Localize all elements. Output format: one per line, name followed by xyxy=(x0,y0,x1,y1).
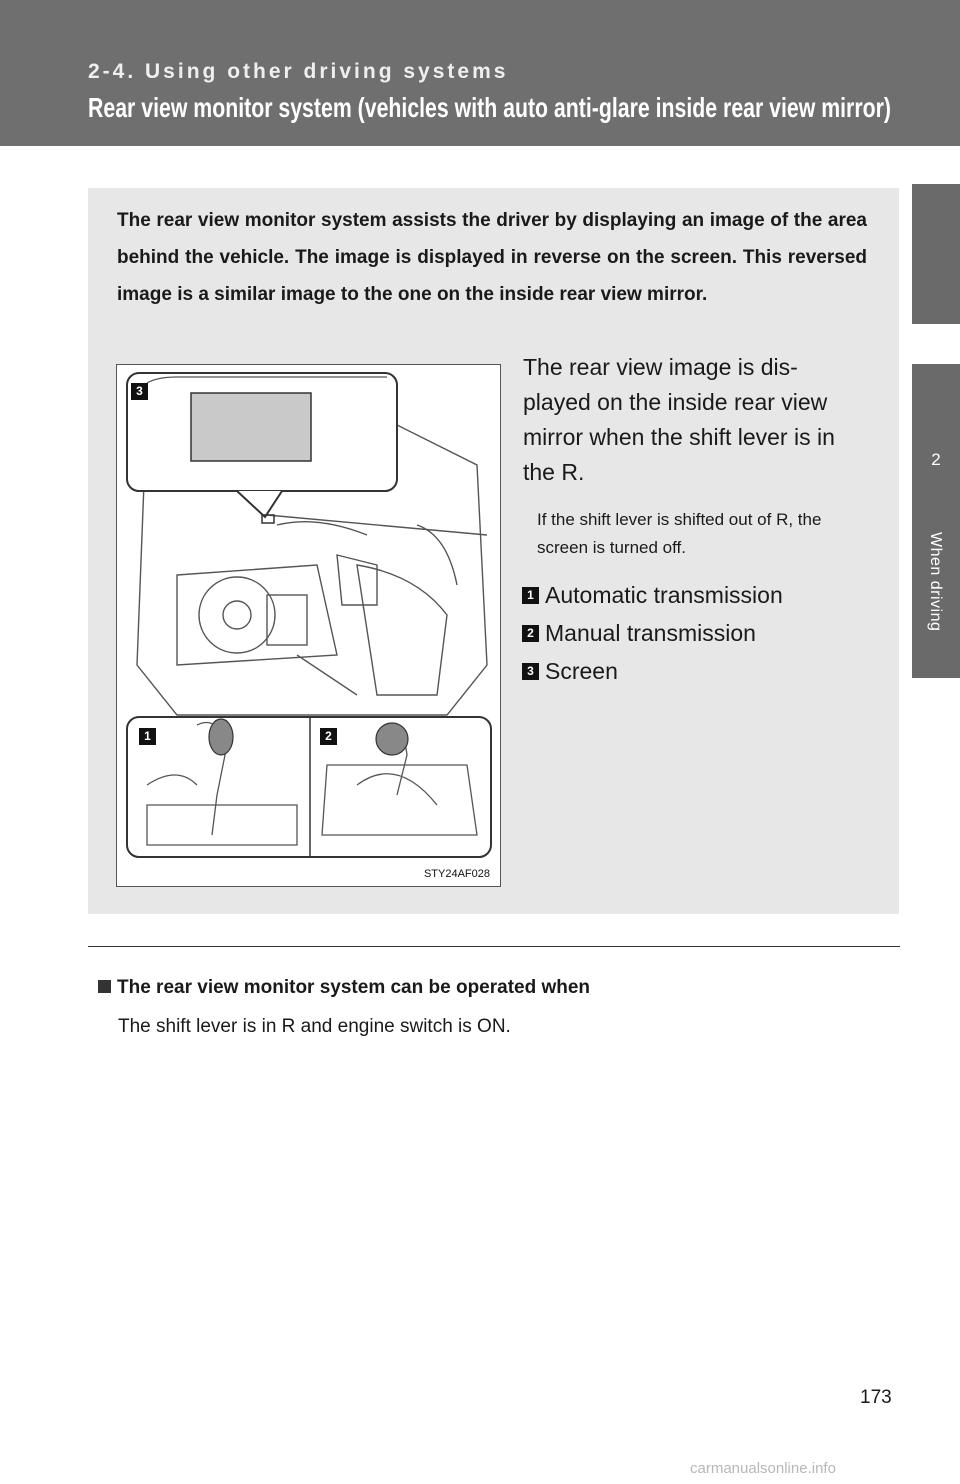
figure-badge-1: 1 xyxy=(139,728,156,745)
square-bullet-icon xyxy=(98,980,111,993)
figure-badge-2: 2 xyxy=(320,728,337,745)
legend-item-automatic xyxy=(522,576,882,614)
page-header xyxy=(0,0,960,146)
description-note: If the shift lever is shifted out of R, the screen is turned off. xyxy=(537,510,822,557)
legend-badge: 1 xyxy=(522,587,539,604)
section-divider xyxy=(88,946,900,947)
page-number: 173 xyxy=(860,1387,892,1408)
legend-label: Automatic transmission xyxy=(545,581,783,608)
description-text: The rear view image is dis- played on the inside rear view mirror when the shift lever is in the R. xyxy=(523,354,835,485)
watermark: carmanualsonline.info xyxy=(690,1460,836,1477)
legend-badge: 2 xyxy=(522,625,539,642)
side-tab-block-top xyxy=(912,184,960,324)
chapter-number: 2 xyxy=(931,450,941,469)
page-title: Rear view monitor system (vehicles with auto anti-glare inside rear view mirror) xyxy=(88,92,891,123)
legend-item-manual xyxy=(522,614,882,652)
vehicle-interior-illustration xyxy=(116,364,501,887)
note-body: The shift lever is in R and engine switch is ON. xyxy=(118,1016,511,1037)
legend-item-screen xyxy=(522,652,882,690)
side-tab-block-mid xyxy=(912,364,960,520)
intro-paragraph: The rear view monitor system assists the driver by displaying an image of the area behind the vehicle. The image is displayed in reverse on the screen. This reversed image is a similar image to the one on the inside rear view mirror. xyxy=(117,210,867,305)
info-box xyxy=(88,188,899,914)
figure-badge-3: 3 xyxy=(131,383,148,400)
legend-badge: 3 xyxy=(522,663,539,680)
note-heading-text: The rear view monitor system can be operated when xyxy=(117,977,591,998)
figure-legend xyxy=(522,576,882,690)
legend-label: Manual transmission xyxy=(545,619,756,646)
note-heading xyxy=(98,977,590,999)
interior-drawing xyxy=(117,365,500,886)
legend-label: Screen xyxy=(545,657,618,684)
chapter-label: When driving xyxy=(927,532,944,632)
figure-code: STY24AF028 xyxy=(423,868,490,880)
chapter-side-tab xyxy=(912,146,960,1484)
section-label: 2-4. Using other driving systems xyxy=(88,60,509,83)
